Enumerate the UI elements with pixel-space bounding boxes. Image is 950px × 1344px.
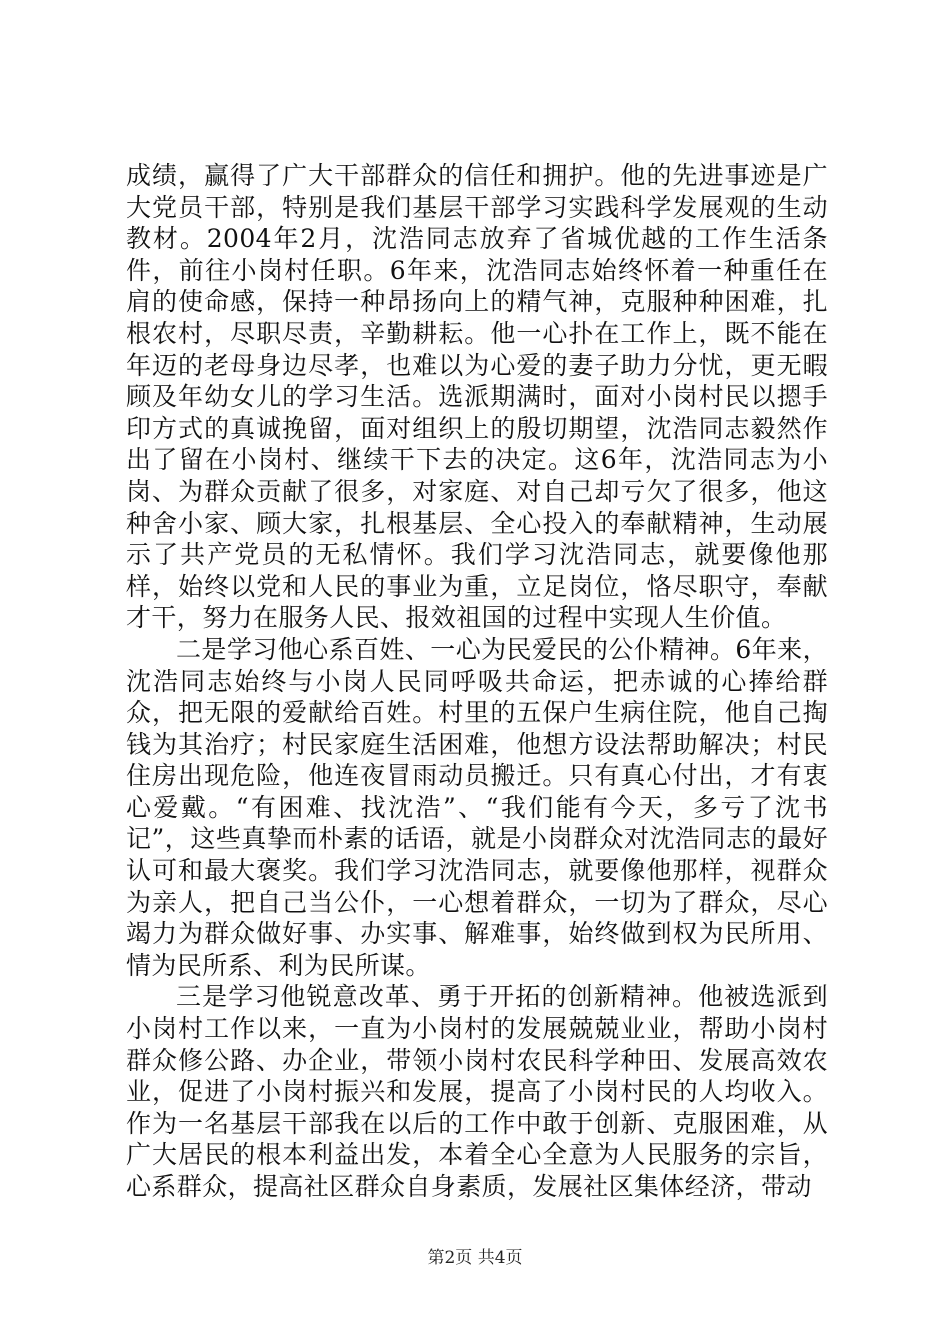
paragraph-1: 成绩，赢得了广大干部群众的信任和拥护。他的先进事迹是广大党员干部，特别是我们基层干部学习实践科学发展观的生动教材。2004年2月，沈浩同志放弃了省城优越的工作生活条件，前往小岗村任职。6年来，沈浩同志始终怀着一种重任在肩的使命感，保持一种昂扬向上的精气神，克服种种困难，扎根农村，尽职尽责，辛勤耕耘。他一心扑在工作上，既不能在年迈的老母身边尽孝，也难以为心爱的妻子助力分忧，更无暇顾及年幼女儿的学习生活。选派期满时，面对小岗村民以摁手印方式的真诚挽留，面对组织上的殷切期望，沈浩同志毅然作出了留在小岗村、继续干下去的决定。这6年，沈浩同志为小岗、为群众贡献了很多，对家庭、对自己却亏欠了很多，他这种舍小家、顾大家，扎根基层、全心投入的奉献精神，生动展示了共产党员的无私情怀。我们学习沈浩同志，就要像他那样，始终以党和人民的事业为重，立足岗位，恪尽职守，奉献才干，努力在服务人民、报效祖国的过程中实现人生价值。	[126, 161, 828, 633]
page-footer: 第2页 共4页	[427, 1248, 523, 1268]
document-body	[126, 160, 828, 1203]
paragraph-2: 二是学习他心系百姓、一心为民爱民的公仆精神。6年来，沈浩同志始终与小岗人民同呼吸共命运，把赤诚的心捧给群众，把无限的爱献给百姓。村里的五保户生病住院，他自己掏钱为其治疗；村民家庭生活困难，他想方设法帮助解决；村民住房出现危险，他连夜冒雨动员搬迁。只有真心付出，才有衷心爱戴。“有困难、找沈浩”、“我们能有今天，多亏了沈书记”，这些真挚而朴素的话语，就是小岗群众对沈浩同志的最好认可和最大褒奖。我们学习沈浩同志，就要像他那样，视群众为亲人，把自己当公仆，一心想着群众，一切为了群众，尽心竭力为群众做好事、办实事、解难事，始终做到权为民所用、情为民所系、利为民所谋。	[126, 634, 828, 980]
paragraph-3: 三是学习他锐意改革、勇于开拓的创新精神。他被选派到小岗村工作以来，一直为小岗村的发展兢兢业业，帮助小岗村群众修公路、办企业，带领小岗村农民科学种田、发展高效农业，促进了小岗村振兴和发展，提高了小岗村民的人均收入。作为一名基层干部我在以后的工作中敢于创新、克服困难，从广大居民的根本利益出发，本着全心全意为人民服务的宗旨，心系群众，提高社区群众自身素质，发展社区集体经济，带动	[126, 982, 828, 1201]
